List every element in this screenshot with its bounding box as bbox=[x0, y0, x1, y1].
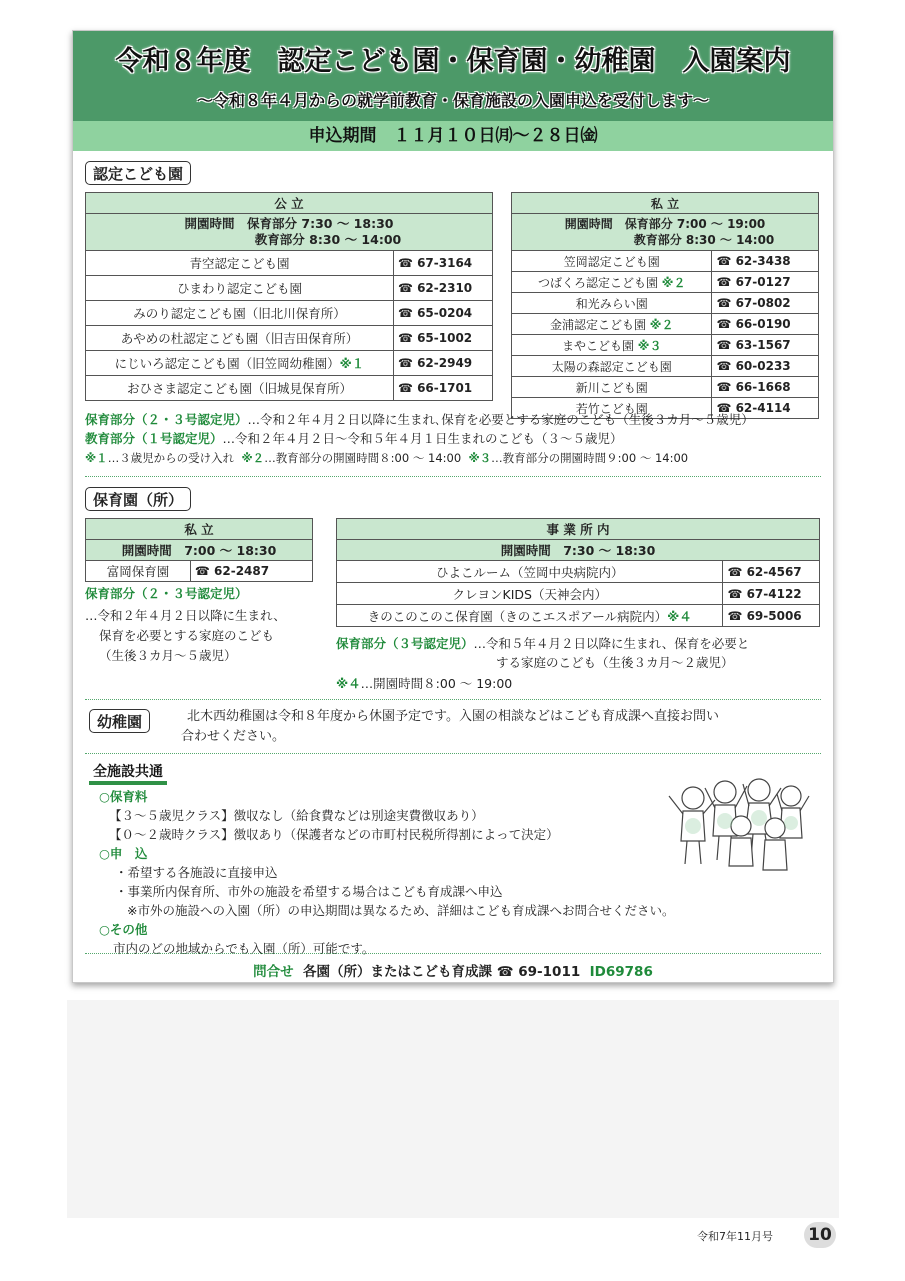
facility-tel: ☎ 63-1567 bbox=[712, 335, 819, 356]
apply-line: ・希望する各施設に直接申込 bbox=[115, 865, 278, 880]
hoikuen-private-table bbox=[85, 518, 313, 582]
facility-name bbox=[512, 314, 712, 335]
kindergarten-line: 北木西幼稚園は令和８年度から休園予定です。入園の相談などはこども育成課へ直接お問い bbox=[187, 709, 719, 724]
section-tag-kindergarten: 幼稚園 bbox=[89, 709, 150, 733]
facility-tel: ☎ 66-0190 bbox=[712, 314, 819, 335]
facility-tel: ☎ 62-2310 bbox=[393, 276, 492, 301]
common-heading: 全施設共通 bbox=[89, 761, 167, 785]
contact-line bbox=[73, 960, 833, 980]
table-row bbox=[337, 561, 820, 583]
table-row bbox=[337, 583, 820, 605]
table-header: 公 立 bbox=[86, 193, 493, 214]
hours-cell bbox=[512, 214, 819, 251]
other-heading: ○その他 bbox=[99, 922, 148, 937]
facility-name bbox=[512, 335, 712, 356]
table-row bbox=[512, 293, 819, 314]
facility-name: ひまわり認定こども園 bbox=[86, 276, 394, 301]
hours-line: 教育部分 8:30 ～ 14:00 bbox=[254, 232, 402, 247]
table-row bbox=[512, 272, 819, 293]
note-mark: ※２ bbox=[649, 317, 674, 332]
note-hoiku bbox=[85, 411, 754, 429]
facility-name: 太陽の森認定こども園 bbox=[512, 356, 712, 377]
note-mark: ※１ bbox=[339, 356, 365, 371]
facility-tel: ☎ 66-1701 bbox=[393, 376, 492, 401]
nintei-public-table bbox=[85, 192, 493, 401]
table-row bbox=[512, 251, 819, 272]
children-illustration bbox=[663, 766, 813, 876]
page-number: 10 bbox=[804, 1222, 836, 1248]
hours-cell: 開園時間 7:30 ～ 18:30 bbox=[337, 540, 820, 561]
note-text: （生後３カ月～５歳児） bbox=[99, 648, 237, 663]
hours-cell: 開園時間 7:00 ～ 18:30 bbox=[86, 540, 313, 561]
note-label: 保育部分（２・３号認定児） bbox=[85, 586, 248, 601]
fee-line: 【０～２歳時クラス】徴収あり（保護者などの市町村民税所得割によって決定） bbox=[109, 827, 559, 842]
table-header: 事 業 所 内 bbox=[337, 519, 820, 540]
facility-tel: ☎ 65-1002 bbox=[393, 326, 492, 351]
facility-name-text: にじいろ認定こども園（旧笠岡幼稚園） bbox=[114, 356, 340, 371]
contact-label: 問合せ bbox=[253, 964, 294, 980]
note-text: …令和２年４月２日以降に生まれ、 bbox=[85, 608, 286, 623]
facility-tel: ☎ 67-4122 bbox=[723, 583, 820, 605]
note-text: …教育部分の開園時間９:00 ～ 14:00 bbox=[491, 451, 689, 465]
fee-heading: ○保育料 bbox=[99, 789, 148, 804]
facility-name bbox=[86, 351, 394, 376]
facility-tel: ☎ 62-2949 bbox=[393, 351, 492, 376]
nintei-private-table bbox=[511, 192, 819, 419]
table-row bbox=[86, 251, 493, 276]
hoikuen-onsite-footnote bbox=[336, 675, 512, 693]
table-row bbox=[337, 605, 820, 627]
kindergarten-text bbox=[181, 707, 821, 747]
facility-name: あやめの杜認定こども園（旧吉田保育所） bbox=[86, 326, 394, 351]
fee-line: 【３～５歳児クラス】徴収なし（給食費などは別途実費徴収あり） bbox=[109, 808, 484, 823]
facility-name: ひよこルーム（笠岡中央病院内） bbox=[337, 561, 723, 583]
facility-tel: ☎ 67-0127 bbox=[712, 272, 819, 293]
note-text: …令和５年４月２日以降に生まれ、保育を必要と bbox=[473, 636, 750, 651]
facility-name: 富岡保育園 bbox=[86, 561, 191, 582]
facility-name-text: きのこのこのこ保育園（きのこエスポアール病院内） bbox=[367, 608, 668, 624]
table-row bbox=[512, 335, 819, 356]
note-text: …３歳児からの受け入れ bbox=[107, 451, 235, 465]
hours-line: 開園時間 保育部分 7:00 ～ 19:00 bbox=[564, 217, 766, 231]
application-period: 申込期間 １１月１０日㈪～２８日㈮ bbox=[73, 121, 833, 151]
facility-tel: ☎ 62-4114 bbox=[712, 398, 819, 419]
facility-tel: ☎ 67-0802 bbox=[712, 293, 819, 314]
table-header: 私 立 bbox=[512, 193, 819, 214]
note-mark: ※４ bbox=[336, 676, 361, 691]
facility-name-text: まやこども園 bbox=[561, 338, 634, 353]
facility-name: 新川こども園 bbox=[512, 377, 712, 398]
table-row bbox=[512, 356, 819, 377]
table-header: 私 立 bbox=[86, 519, 313, 540]
note-mark: ※２ bbox=[661, 275, 686, 290]
facility-tel: ☎ 62-2487 bbox=[190, 561, 312, 582]
table-row bbox=[86, 376, 493, 401]
table-row bbox=[512, 314, 819, 335]
apply-heading: ○申 込 bbox=[99, 846, 148, 861]
note-text: …開園時間８:00 ～ 19:00 bbox=[360, 676, 513, 691]
note-footnotes bbox=[85, 449, 688, 467]
other-line: 市内のどの地域からでも入園（所）可能です。 bbox=[113, 941, 375, 956]
hours-cell bbox=[86, 214, 493, 251]
hoikuen-private-label bbox=[85, 585, 248, 603]
table-row bbox=[86, 301, 493, 326]
section-tag-hoikuen: 保育園（所） bbox=[85, 487, 191, 511]
facility-tel: ☎ 60-0233 bbox=[712, 356, 819, 377]
facility-name: 笠岡認定こども園 bbox=[512, 251, 712, 272]
table-row bbox=[86, 561, 313, 582]
note-mark: ※１ bbox=[85, 451, 108, 465]
page-subtitle: ～令和８年４月からの就学前教育・保育施設の入園申込を受付します～ bbox=[196, 91, 709, 110]
note-mark: ※３ bbox=[468, 451, 492, 465]
note-text: …令和２年４月２日～令和５年４月１日生まれのこども（３～５歳児） bbox=[222, 431, 623, 446]
facility-name: みのり認定こども園（旧北川保育所） bbox=[86, 301, 394, 326]
kindergarten-line: 合わせください。 bbox=[181, 729, 286, 744]
facility-tel: ☎ 69-5006 bbox=[723, 605, 820, 627]
facility-name bbox=[337, 605, 723, 627]
apply-note: ※市外の施設への入園（所）の申込期間は異なるため、詳細はこども育成課へお問合せください。 bbox=[127, 903, 675, 918]
facility-tel: ☎ 62-3438 bbox=[712, 251, 819, 272]
facility-name-text: 金浦認定こども園 bbox=[549, 317, 646, 332]
common-section bbox=[99, 787, 674, 958]
note-mark: ※４ bbox=[667, 608, 692, 624]
note-mark: ※３ bbox=[637, 338, 662, 353]
facility-name bbox=[512, 272, 712, 293]
issue-label: 令和7年11月号 bbox=[697, 1230, 773, 1243]
facility-name: 若竹こども園 bbox=[512, 398, 712, 419]
table-row bbox=[512, 377, 819, 398]
divider bbox=[85, 753, 821, 754]
note-label: 保育部分（２・３号認定児） bbox=[85, 412, 248, 427]
facility-tel: ☎ 67-3164 bbox=[393, 251, 492, 276]
note-text: する家庭のこども（生後３カ月～２歳児） bbox=[496, 655, 734, 670]
table-row bbox=[86, 326, 493, 351]
divider bbox=[85, 953, 821, 954]
hoikuen-onsite-table bbox=[336, 518, 820, 627]
note-text: …教育部分の開園時間８:00 ～ 14:00 bbox=[264, 451, 462, 465]
section-tag-nintei: 認定こども園 bbox=[85, 161, 191, 185]
facility-name-text: つばくろ認定こども園 bbox=[537, 275, 658, 290]
note-label: 保育部分（３号認定児） bbox=[336, 636, 474, 651]
blank-area bbox=[67, 1000, 839, 1218]
hours-line: 教育部分 8:30 ～ 14:00 bbox=[633, 233, 775, 247]
note-mark: ※２ bbox=[241, 451, 265, 465]
hoikuen-onsite-note bbox=[336, 635, 749, 653]
divider bbox=[85, 699, 821, 700]
note-text: …令和２年４月２日以降に生まれ､保育を必要とする家庭のこども（生後３カ月～５歳児） bbox=[247, 412, 754, 427]
table-row bbox=[86, 276, 493, 301]
info-card bbox=[72, 30, 834, 983]
contact-text: 各園（所）またはこども育成課 ☎ 69-1011 bbox=[303, 964, 581, 980]
divider bbox=[85, 476, 821, 477]
facility-tel: ☎ 62-4567 bbox=[723, 561, 820, 583]
contact-id: ID69786 bbox=[589, 964, 653, 980]
note-label: 教育部分（１号認定児） bbox=[85, 431, 223, 446]
hoikuen-private-desc bbox=[85, 606, 286, 666]
apply-line: ・事業所内保育所、市外の施設を希望する場合はこども育成課へ申込 bbox=[115, 884, 503, 899]
facility-name: 和光みらい園 bbox=[512, 293, 712, 314]
facility-name: クレヨンKIDS（天神会内） bbox=[337, 583, 723, 605]
header-banner bbox=[73, 31, 833, 121]
table-row bbox=[86, 351, 493, 376]
facility-tel: ☎ 66-1668 bbox=[712, 377, 819, 398]
hours-line: 開園時間 保育部分 7:30 ～ 18:30 bbox=[184, 216, 394, 231]
facility-name: おひさま認定こども園（旧城見保育所） bbox=[86, 376, 394, 401]
note-text: 保育を必要とする家庭のこども bbox=[99, 628, 275, 643]
facility-tel: ☎ 65-0204 bbox=[393, 301, 492, 326]
page-title: 令和８年度 認定こども園・保育園・幼稚園 入園案内 bbox=[115, 46, 791, 77]
facility-name: 青空認定こども園 bbox=[86, 251, 394, 276]
note-kyoiku bbox=[85, 430, 623, 448]
